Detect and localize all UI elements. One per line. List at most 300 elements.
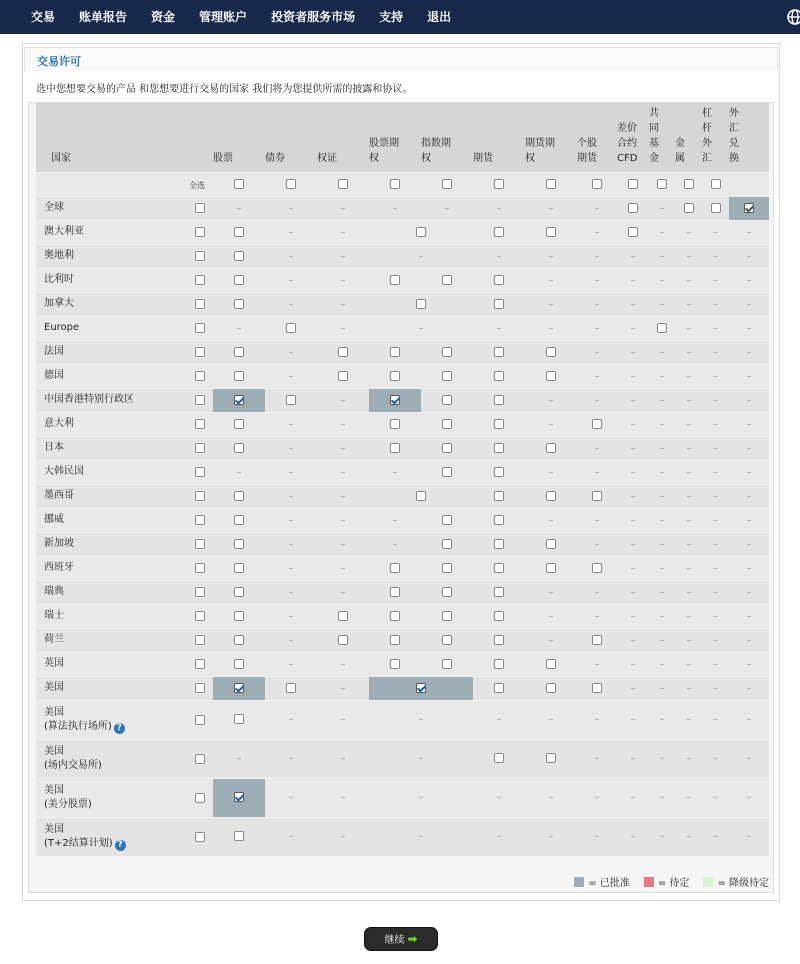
permission-cell: – — [525, 580, 577, 604]
row-select-checkbox[interactable] — [195, 347, 205, 357]
checkbox[interactable] — [592, 491, 602, 501]
permission-cell: – — [577, 532, 617, 556]
row-select-checkbox[interactable] — [195, 635, 205, 645]
checkbox[interactable] — [234, 714, 244, 724]
checkbox[interactable] — [592, 563, 602, 573]
select-all-column-10 — [675, 172, 702, 196]
permission-cell — [473, 604, 525, 628]
row-select-checkbox[interactable] — [195, 659, 205, 669]
nav-item-1[interactable]: 账单报告 — [79, 10, 128, 24]
permission-cell: – — [702, 817, 729, 856]
permission-cell: – — [617, 604, 649, 628]
checkbox[interactable] — [684, 203, 694, 213]
checkbox[interactable] — [546, 539, 556, 549]
row-select-checkbox[interactable] — [195, 467, 205, 477]
permission-cell: – — [729, 364, 769, 388]
checkbox[interactable] — [390, 587, 400, 597]
checkbox[interactable] — [286, 179, 296, 189]
permission-cell: – — [702, 508, 729, 532]
permission-cell: – — [675, 700, 702, 739]
permission-cell: – — [649, 817, 675, 856]
legend-label: = 待定 — [657, 878, 690, 889]
column-header-4: 指数期 权 — [421, 102, 473, 172]
checkbox[interactable] — [338, 347, 348, 357]
country-name: 美国 — [44, 745, 64, 757]
column-header-3: 股票期 权 — [369, 102, 421, 172]
checkbox[interactable] — [234, 275, 244, 285]
checkbox[interactable] — [628, 227, 638, 237]
permission-cell: – — [265, 436, 317, 460]
permission-cell — [617, 220, 649, 244]
country-name: 瑞士 — [44, 610, 64, 621]
checkbox[interactable] — [494, 371, 504, 381]
row-select-checkbox[interactable] — [195, 299, 205, 309]
checkbox[interactable] — [338, 635, 348, 645]
checkbox[interactable] — [546, 347, 556, 357]
permission-cell — [213, 604, 265, 628]
permission-cell — [577, 412, 617, 436]
nav-item-3[interactable]: 管理账户 — [199, 10, 248, 24]
permission-cell: – — [577, 388, 617, 412]
globe-icon[interactable] — [787, 9, 800, 25]
checkbox[interactable] — [494, 347, 504, 357]
checkbox[interactable] — [234, 491, 244, 501]
checkbox[interactable] — [234, 635, 244, 645]
checkbox[interactable] — [546, 659, 556, 669]
permission-cell: – — [265, 412, 317, 436]
country-subtitle: (场内交易所) — [44, 759, 102, 771]
permission-cell: – — [525, 778, 577, 817]
checkbox[interactable] — [628, 179, 638, 189]
checkbox[interactable] — [494, 753, 504, 763]
permission-cell — [473, 460, 525, 484]
permission-cell: – — [702, 388, 729, 412]
row-select-checkbox[interactable] — [195, 251, 205, 261]
checkbox[interactable] — [442, 347, 452, 357]
permission-cell — [369, 484, 473, 508]
permission-cell: – — [617, 292, 649, 316]
permission-cell: – — [617, 316, 649, 340]
row-select-checkbox[interactable] — [195, 419, 205, 429]
checkbox-checked[interactable] — [390, 395, 400, 405]
checkbox[interactable] — [390, 275, 400, 285]
permission-cell: – — [702, 316, 729, 340]
permission-cell: – — [675, 412, 702, 436]
checkbox[interactable] — [546, 753, 556, 763]
row-select-checkbox[interactable] — [195, 754, 205, 764]
country-cell — [36, 676, 213, 700]
checkbox[interactable] — [390, 419, 400, 429]
help-icon[interactable]: ? — [114, 723, 125, 734]
row-select-checkbox[interactable] — [195, 539, 205, 549]
checkbox[interactable] — [546, 683, 556, 693]
checkbox[interactable] — [442, 611, 452, 621]
country-cell — [36, 388, 213, 412]
checkbox[interactable] — [234, 587, 244, 597]
permission-cell: – — [617, 628, 649, 652]
nav-item-6[interactable]: 退出 — [427, 10, 452, 24]
permission-cell: – — [729, 484, 769, 508]
checkbox[interactable] — [546, 179, 556, 189]
row-select-checkbox[interactable] — [195, 203, 205, 213]
checkbox[interactable] — [711, 203, 721, 213]
nav-items — [31, 0, 475, 34]
permission-cell: – — [265, 244, 317, 268]
checkbox[interactable] — [390, 563, 400, 573]
checkbox[interactable] — [442, 395, 452, 405]
permission-cell: – — [473, 244, 525, 268]
row-select-checkbox[interactable] — [195, 587, 205, 597]
table-row — [36, 244, 769, 268]
permission-cell: – — [317, 220, 369, 244]
permission-cell — [421, 556, 473, 580]
permission-cell — [213, 364, 265, 388]
permission-cell: – — [729, 532, 769, 556]
checkbox[interactable] — [592, 419, 602, 429]
permission-cell: – — [317, 652, 369, 676]
permission-cell: – — [369, 532, 421, 556]
permission-cell: – — [649, 556, 675, 580]
checkbox[interactable] — [494, 611, 504, 621]
nav-item-4[interactable]: 投资者服务市场 — [271, 10, 356, 24]
permission-cell: – — [617, 532, 649, 556]
checkbox[interactable] — [494, 467, 504, 477]
country-cell — [36, 532, 213, 556]
checkbox[interactable] — [592, 683, 602, 693]
country-cell — [36, 700, 213, 739]
checkbox[interactable] — [390, 179, 400, 189]
permission-cell: – — [577, 220, 617, 244]
country-name: Europe — [44, 322, 80, 333]
checkbox[interactable] — [416, 227, 426, 237]
table-row — [36, 778, 769, 817]
row-select-checkbox[interactable] — [195, 715, 205, 725]
table-row — [36, 700, 769, 739]
row-select-checkbox[interactable] — [195, 371, 205, 381]
checkbox[interactable] — [390, 635, 400, 645]
permission-cell: – — [525, 817, 577, 856]
permission-cell: – — [577, 460, 617, 484]
permission-cell: – — [317, 292, 369, 316]
checkbox[interactable] — [657, 179, 667, 189]
permission-cell: – — [265, 628, 317, 652]
row-select-checkbox[interactable] — [195, 227, 205, 237]
permission-cell: – — [265, 220, 317, 244]
table-row — [36, 508, 769, 532]
checkbox[interactable] — [390, 611, 400, 621]
permission-cell: – — [702, 412, 729, 436]
permission-cell: – — [617, 739, 649, 778]
checkbox[interactable] — [711, 179, 721, 189]
permission-cell: – — [525, 604, 577, 628]
checkbox[interactable] — [494, 635, 504, 645]
permission-cell — [525, 436, 577, 460]
country-name: 意大利 — [44, 418, 74, 429]
table-row — [36, 268, 769, 292]
checkbox[interactable] — [442, 587, 452, 597]
permission-cell: – — [265, 652, 317, 676]
permission-cell: – — [729, 817, 769, 856]
permission-cell: – — [702, 604, 729, 628]
checkbox[interactable] — [494, 299, 504, 309]
checkbox[interactable] — [494, 275, 504, 285]
permission-cell — [213, 532, 265, 556]
help-icon[interactable]: ? — [115, 840, 126, 851]
permission-cell — [421, 508, 473, 532]
row-select-checkbox[interactable] — [195, 683, 205, 693]
permission-cell: – — [702, 628, 729, 652]
checkbox[interactable] — [546, 371, 556, 381]
permission-cell: – — [617, 778, 649, 817]
checkbox[interactable] — [286, 395, 296, 405]
permission-cell — [473, 580, 525, 604]
permission-cell — [421, 532, 473, 556]
permission-cell: – — [675, 268, 702, 292]
checkbox[interactable] — [442, 635, 452, 645]
checkbox[interactable] — [494, 443, 504, 453]
checkbox[interactable] — [234, 539, 244, 549]
checkbox[interactable] — [546, 443, 556, 453]
permission-cell — [421, 412, 473, 436]
permission-cell: – — [617, 388, 649, 412]
status-legend — [560, 874, 769, 889]
permission-cell — [213, 778, 265, 817]
permission-cell — [213, 484, 265, 508]
checkbox[interactable] — [494, 563, 504, 573]
checkbox[interactable] — [494, 659, 504, 669]
select-all-column-0 — [213, 172, 265, 196]
table-row — [36, 556, 769, 580]
row-select-checkbox[interactable] — [195, 491, 205, 501]
permission-cell: – — [577, 244, 617, 268]
row-select-checkbox[interactable] — [195, 395, 205, 405]
country-subtitle: (T+2结算计划) ? — [44, 837, 126, 851]
checkbox[interactable] — [442, 443, 452, 453]
checkbox[interactable] — [494, 227, 504, 237]
checkbox[interactable] — [657, 323, 667, 333]
checkbox[interactable] — [494, 515, 504, 525]
row-select-checkbox[interactable] — [195, 832, 205, 842]
permission-cell — [577, 556, 617, 580]
row-select-checkbox[interactable] — [195, 443, 205, 453]
row-select-checkbox[interactable] — [195, 563, 205, 573]
checkbox-checked[interactable] — [744, 203, 754, 213]
permission-cell — [421, 268, 473, 292]
column-header-country: 国家 — [36, 102, 213, 172]
permission-cell — [421, 604, 473, 628]
permission-cell: – — [649, 676, 675, 700]
permission-cell: – — [649, 778, 675, 817]
checkbox[interactable] — [390, 659, 400, 669]
permission-cell — [317, 628, 369, 652]
checkbox-checked[interactable] — [416, 683, 426, 693]
permission-cell — [421, 436, 473, 460]
row-select-checkbox[interactable] — [195, 793, 205, 803]
country-cell — [36, 508, 213, 532]
checkbox[interactable] — [592, 635, 602, 645]
permission-cell: – — [729, 340, 769, 364]
country-name: 美国 — [44, 784, 64, 796]
checkbox[interactable] — [684, 179, 694, 189]
checkbox[interactable] — [416, 491, 426, 501]
checkbox[interactable] — [338, 371, 348, 381]
select-all-column-4 — [421, 172, 473, 196]
checkbox[interactable] — [286, 323, 296, 333]
checkbox[interactable] — [286, 683, 296, 693]
checkbox[interactable] — [234, 515, 244, 525]
permission-cell: – — [577, 817, 617, 856]
select-all-column-8 — [617, 172, 649, 196]
checkbox[interactable] — [234, 179, 244, 189]
checkbox[interactable] — [234, 611, 244, 621]
permission-cell — [473, 292, 525, 316]
permission-cell: – — [369, 196, 421, 220]
permission-cell: – — [702, 580, 729, 604]
permission-cell: – — [213, 316, 265, 340]
permission-cell: – — [729, 436, 769, 460]
checkbox[interactable] — [234, 443, 244, 453]
checkbox[interactable] — [442, 515, 452, 525]
permission-cell: – — [525, 628, 577, 652]
checkbox[interactable] — [338, 611, 348, 621]
nav-item-2[interactable]: 资金 — [151, 10, 176, 24]
permission-cell: – — [675, 364, 702, 388]
permission-cell — [675, 196, 702, 220]
checkbox[interactable] — [390, 371, 400, 381]
permission-cell — [421, 460, 473, 484]
checkbox[interactable] — [592, 179, 602, 189]
permission-cell: – — [577, 340, 617, 364]
checkbox[interactable] — [234, 347, 244, 357]
permission-cell: – — [317, 508, 369, 532]
checkbox[interactable] — [234, 659, 244, 669]
checkbox[interactable] — [546, 563, 556, 573]
checkbox[interactable] — [442, 659, 452, 669]
permission-cell: – — [729, 316, 769, 340]
checkbox[interactable] — [234, 299, 244, 309]
table-row — [36, 460, 769, 484]
permission-cell: – — [649, 292, 675, 316]
row-select-checkbox[interactable] — [195, 611, 205, 621]
permission-cell: – — [317, 412, 369, 436]
nav-item-0[interactable]: 交易 — [31, 10, 56, 24]
select-all-column-11 — [702, 172, 729, 196]
checkbox[interactable] — [338, 179, 348, 189]
checkbox[interactable] — [494, 179, 504, 189]
table-row — [36, 292, 769, 316]
checkbox[interactable] — [442, 539, 452, 549]
checkbox[interactable] — [628, 203, 638, 213]
permission-cell: – — [675, 460, 702, 484]
checkbox[interactable] — [416, 299, 426, 309]
checkbox-checked[interactable] — [234, 792, 244, 802]
checkbox[interactable] — [494, 491, 504, 501]
column-header-6: 期货期 权 — [525, 102, 577, 172]
permission-cell: – — [617, 652, 649, 676]
checkbox[interactable] — [234, 371, 244, 381]
checkbox[interactable] — [546, 491, 556, 501]
checkbox[interactable] — [234, 251, 244, 261]
permission-cell: – — [317, 817, 369, 856]
permission-cell: – — [473, 778, 525, 817]
permission-cell: – — [577, 778, 617, 817]
checkbox[interactable] — [442, 467, 452, 477]
permission-cell: – — [729, 292, 769, 316]
checkbox[interactable] — [234, 831, 244, 841]
legend-item — [703, 874, 769, 889]
checkbox[interactable] — [494, 395, 504, 405]
checkbox[interactable] — [442, 275, 452, 285]
row-select-checkbox[interactable] — [195, 275, 205, 285]
permission-cell: – — [649, 460, 675, 484]
table-row — [36, 532, 769, 556]
checkbox[interactable] — [546, 227, 556, 237]
select-all-column-1 — [265, 172, 317, 196]
permission-cell: – — [675, 556, 702, 580]
country-name: 墨西哥 — [44, 490, 74, 501]
permission-cell: – — [525, 508, 577, 532]
permission-cell: – — [317, 778, 369, 817]
permission-cell: – — [369, 460, 421, 484]
permission-cell: – — [369, 244, 473, 268]
permission-cell — [213, 292, 265, 316]
permission-cell: – — [265, 604, 317, 628]
permission-cell: – — [369, 316, 473, 340]
checkbox[interactable] — [390, 443, 400, 453]
permission-cell — [525, 652, 577, 676]
select-all-column-9 — [649, 172, 675, 196]
country-cell — [36, 556, 213, 580]
checkbox[interactable] — [494, 539, 504, 549]
nav-item-5[interactable]: 支持 — [379, 10, 404, 24]
permission-cell: – — [729, 220, 769, 244]
checkbox[interactable] — [442, 371, 452, 381]
row-select-checkbox[interactable] — [195, 515, 205, 525]
permission-cell: – — [617, 460, 649, 484]
permission-cell: – — [675, 292, 702, 316]
checkbox[interactable] — [234, 227, 244, 237]
row-select-checkbox[interactable] — [195, 323, 205, 333]
country-name: 荷兰 — [44, 634, 64, 645]
checkbox-checked[interactable] — [234, 395, 244, 405]
permission-cell: – — [675, 652, 702, 676]
checkbox[interactable] — [234, 563, 244, 573]
select-all-cell — [36, 172, 213, 196]
checkbox[interactable] — [234, 419, 244, 429]
checkbox[interactable] — [494, 683, 504, 693]
table-row — [36, 652, 769, 676]
country-cell — [36, 292, 213, 316]
column-header-9: 共 同 基 金 — [649, 102, 675, 172]
checkbox[interactable] — [442, 179, 452, 189]
checkbox-checked[interactable] — [234, 683, 244, 693]
permission-cell: – — [649, 340, 675, 364]
permission-cell: – — [265, 739, 317, 778]
permission-cell — [473, 676, 525, 700]
continue-button[interactable] — [364, 927, 438, 951]
permission-cell — [369, 340, 421, 364]
checkbox[interactable] — [390, 347, 400, 357]
permission-cell: – — [675, 340, 702, 364]
permission-cell: – — [702, 700, 729, 739]
checkbox[interactable] — [494, 587, 504, 597]
permission-cell: – — [577, 316, 617, 340]
select-all-column-2 — [317, 172, 369, 196]
checkbox[interactable] — [442, 419, 452, 429]
checkbox[interactable] — [442, 563, 452, 573]
checkbox[interactable] — [494, 419, 504, 429]
permission-cell — [577, 484, 617, 508]
